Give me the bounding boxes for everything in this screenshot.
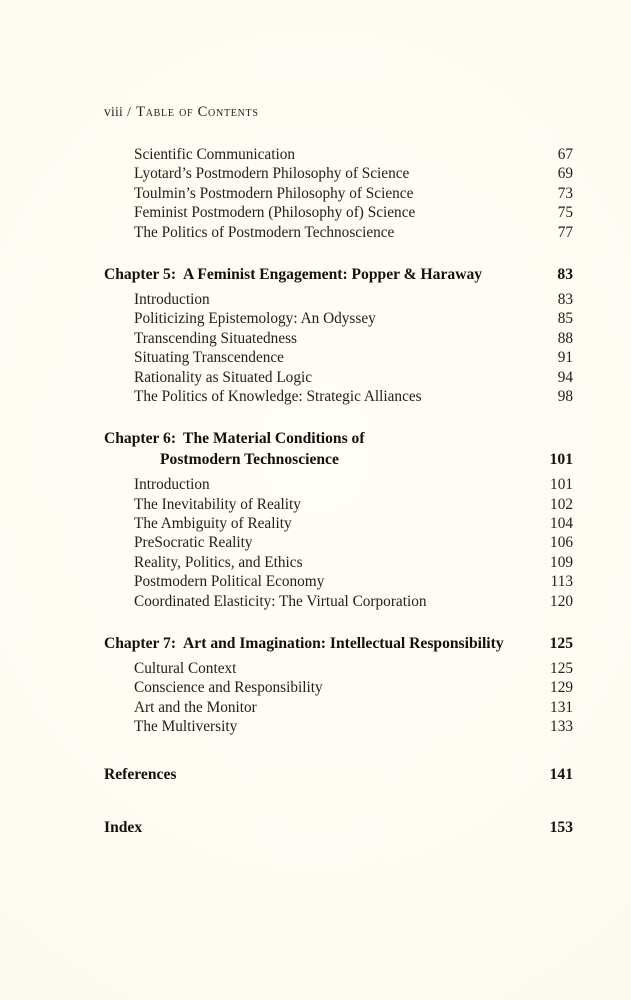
running-head [104,104,259,121]
toc-entry-label: Conscience and Responsibility [134,679,323,697]
toc-entry-page-number: 94 [557,368,573,386]
toc-entry-page-number: 102 [550,495,573,513]
toc-entry-page-number: 73 [557,184,573,202]
toc-entry-label: The Multiversity [134,718,238,736]
chapter-heading-label [0,635,504,653]
chapter-heading-line2-row[interactable] [0,451,631,472]
toc-entry-row[interactable] [0,291,631,310]
chapter-heading-page-number: 125 [549,635,573,653]
toc-entry-page-number: 75 [557,204,573,222]
toc-entry-label: Feminist Postmodern (Philosophy of) Science [134,204,416,222]
chapter-heading-row[interactable] [0,635,631,656]
back-matter-page-number: 153 [549,818,573,836]
toc-entry-page-number: 85 [557,310,573,328]
toc-entry-page-number: 77 [557,223,573,241]
toc-entry-row[interactable] [0,660,631,679]
toc-entry-row[interactable] [0,679,631,698]
toc-entry-page-number: 69 [557,165,573,183]
toc-entry-row[interactable] [0,534,631,553]
toc-entry-row[interactable] [0,349,631,368]
chapter-heading-row[interactable] [0,266,631,287]
toc-entry-label: Introduction [134,476,210,494]
toc-entry-page-number: 133 [550,718,573,736]
toc-entry-label: Cultural Context [134,660,237,678]
toc-entry-row[interactable] [0,369,631,388]
chapter-heading-row[interactable] [0,430,631,451]
chapter-heading-number: Chapter 6: [104,430,177,448]
toc-entry-label: Reality, Politics, and Ethics [134,553,303,571]
toc-entry-page-number: 113 [550,573,573,591]
toc-entry-page-number: 125 [550,660,573,678]
toc-entry-row[interactable] [0,515,631,534]
toc-entry-row[interactable] [0,146,631,165]
chapter-gap [0,407,631,430]
toc-entry-row[interactable] [0,224,631,243]
toc-entry-page-number: 104 [550,515,573,533]
toc-entry-label: Rationality as Situated Logic [134,368,313,386]
toc-entry-label: The Politics of Postmodern Technoscience [134,223,395,241]
toc-entry-row[interactable] [0,554,631,573]
toc-entry-label: Situating Transcendence [134,349,284,367]
back-matter-gap-extra [0,803,631,819]
chapter-gap [0,612,631,635]
back-matter-page-number: 141 [549,765,573,783]
toc-entry-row[interactable] [0,496,631,515]
toc-entry-label: The Politics of Knowledge: Strategic Alliances [134,387,422,405]
back-matter-row[interactable] [0,766,631,787]
toc-entry-label: The Inevitability of Reality [134,495,301,513]
toc-entry-row[interactable] [0,165,631,184]
chapter-heading-label [0,266,482,284]
toc-entry-page-number: 131 [550,698,573,716]
toc-entry-page-number: 129 [550,679,573,697]
toc-entry-page-number: 83 [557,290,573,308]
toc-entry-page-number: 101 [550,476,573,494]
toc-entry-row[interactable] [0,699,631,718]
toc-entry-row[interactable] [0,310,631,329]
toc-entry-row[interactable] [0,204,631,223]
toc-entry-page-number: 109 [550,553,573,571]
running-head-separator: / [127,104,132,119]
toc-entry-label: Transcending Situatedness [134,329,298,347]
chapter-heading-title: A Feminist Engagement: Popper & Haraway [183,265,483,283]
back-matter-label: Index [104,818,143,836]
running-head-title: Table of Contents [136,104,259,120]
toc-entry-label: Toulmin’s Postmodern Philosophy of Science [134,184,414,202]
toc-entry-label: Coordinated Elasticity: The Virtual Corporation [134,592,427,610]
back-matter-row[interactable] [0,819,631,840]
toc-entry-page-number: 98 [557,387,573,405]
back-matter-gap [0,738,631,766]
toc-entry-label: Introduction [134,290,210,308]
chapter-heading-number: Chapter 7: [104,635,177,653]
toc-entry-page-number: 91 [557,349,573,367]
chapter-heading-line2-label: Postmodern Technoscience [160,451,339,469]
toc-entry-page-number: 88 [557,329,573,347]
chapter-gap [0,243,631,266]
toc-entry-row[interactable] [0,330,631,349]
table-of-contents [0,146,631,840]
back-matter-gap [0,787,631,803]
toc-entry-label: Politicizing Epistemology: An Odyssey [134,310,376,328]
chapter-heading-page-number: 83 [557,265,573,283]
chapter-heading-label [0,430,365,448]
folio-number: viii [104,104,124,119]
toc-entry-label: The Ambiguity of Reality [134,515,292,533]
toc-entry-label: Scientific Communication [134,146,296,163]
back-matter-label: References [104,765,177,783]
toc-entry-page-number: 67 [557,146,573,163]
toc-entry-page-number: 106 [550,534,573,552]
toc-entry-row[interactable] [0,593,631,612]
toc-entry-label: Lyotard’s Postmodern Philosophy of Science [134,165,410,183]
toc-entry-row[interactable] [0,388,631,407]
toc-entry-row[interactable] [0,573,631,592]
toc-entry-label: PreSocratic Reality [134,534,253,552]
toc-entry-label: Art and the Monitor [134,698,257,716]
toc-entry-row[interactable] [0,185,631,204]
chapter-heading-line2-page-number: 101 [549,451,573,469]
chapter-heading-number: Chapter 5: [104,265,177,283]
toc-entry-label: Postmodern Political Economy [134,573,325,591]
toc-entry-row[interactable] [0,476,631,495]
toc-entry-page-number: 120 [550,592,573,610]
chapter-heading-title: The Material Conditions of [183,430,365,448]
toc-entry-row[interactable] [0,718,631,737]
chapter-heading-title: Art and Imagination: Intellectual Responsibility [183,635,504,653]
